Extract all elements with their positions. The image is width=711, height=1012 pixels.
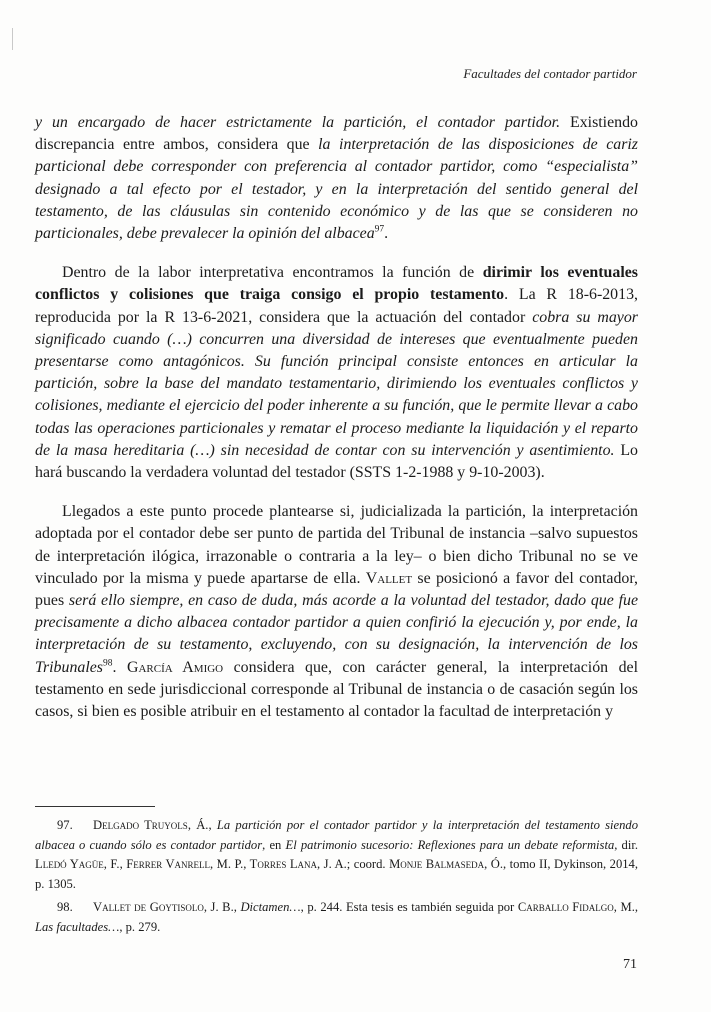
footnotes [35,816,638,942]
author-name: Vallet de Goytisolo, J. B. [93,900,234,915]
italic-quote: cobra su mayor significado cuando (…) concurren una diversidad de intereses que eventualmente pueden presentarse como antagónicos. Su función principal consiste entonces en articular la partición, sobre la base del mandato testamentario, dirimiendo los eventuales conflictos y colisiones, mediante el ejercicio del poder inherente a su función, que le permite llevar a cabo todas las operaciones particionales y rematar el proceso mediante la liquidación y el reparto de la masa hereditaria (…) sin necesidad de contar con su intervención y asentimiento. [35,308,638,459]
italic-quote: la interpretación de las disposiciones de cariz particional debe corresponder con preferencia al contador partidor, como “especialista” designado a tal efecto por el testador, y en la interpretación del sentido general del testamento, de las cláusulas sin contenido económico y de las que se consideren no particionales, debe prevalecer la opinión del albacea [35,136,638,243]
text-segment: , dir. [614,837,638,852]
author-name: Vallet [365,569,413,587]
main-text [35,112,638,723]
work-title: El patrimonio sucesorio: Reflexiones para un debate reformista [285,837,615,852]
footnote-ref-97[interactable]: 97 [374,224,385,235]
author-name: Lledó Yagüe, F., Ferrer Vanrell, M. P., Torres Lana, J. A. [35,857,347,872]
author-name: García Amigo [126,658,224,676]
text-segment: , p. 244. Esta tesis es también seguida por [300,900,518,915]
text-segment: Lo hará buscando la verdadera voluntad del testador (SSTS 1-2-1988 y 9-10-2003). [35,441,638,482]
running-header: Facultades del contador partidor [463,66,637,81]
italic-quote: será ello siempre, en caso de duda, más acorde a la voluntad del testador, dado que fue precisamente a dicho albacea contador partidor a quien confirió la ejecución y, por ende, la interpretación de su testamento, excluyendo, con su designación, la intervención de los Tribunales [35,592,638,676]
footnote-ref-98[interactable]: 98 [103,658,113,669]
author-name: Delgado Truyols, Á. [93,818,209,832]
footnote-number: 97. [57,818,73,832]
text-segment: , [208,818,217,832]
text-segment: Llegados a este punto procede plantearse si, judicializada la partición, la interpretación adoptada por el contador debe ser punto de partida del Tribunal de instancia –salvo supuestos de interpretación ilógica, irrazonable o contraria a la ley– o bien dicho Tribunal no se ve vinculado por la misma y puede apartarse de ella. [35,503,638,587]
italic-segment: y un encargado de hacer estrictamente la partición, el contador partidor. [35,114,561,131]
footnote-97 [35,816,638,894]
text-segment: , en [262,837,286,852]
page-number: 71 [623,957,637,972]
bold-phrase: dirimir los eventuales conflictos y colisiones que traiga consigo el propio testamento [35,264,638,304]
work-title: Dictamen… [240,900,301,915]
footnote-number: 98. [57,900,73,915]
text-segment: . [112,658,127,676]
text-segment: . La R 18-6-2013, reproducida por la R 13-6-2021, considera que la actuación del contador [35,286,638,326]
author-name: Carballo Fidalgo, M. [517,900,635,915]
author-name: Monje Balmaseda, Ó. [389,857,504,872]
footnote-separator [35,806,155,807]
text-segment: considera que, con carácter general, la interpretación del testamento en sede jurisdiccional corresponde al Tribunal de instancia o de casación según los casos, si bien es posible atribuir en el testamento al contador la facultad de interpretación y [35,658,638,721]
text-segment: Dentro de la labor interpretativa encontramos la función de [62,264,483,282]
text-segment: , tomo II, Dykinson, 2014, p. 1305. [35,857,638,891]
text-segment: ; coord. [346,857,390,872]
text-segment: , p. 279. [119,919,161,934]
work-title: Las facultades… [35,919,120,934]
text-segment: Existiendo discrepancia entre ambos, considera que [35,114,638,154]
footnote-98 [35,898,638,937]
paragraph-1 [35,112,638,245]
paragraph-3 [35,501,638,723]
paragraph-2 [35,262,638,484]
scan-gutter-mark [12,28,13,50]
work-title: La partición por el contador partidor y la interpretación del testamento siendo albacea o cuando sólo es contador partidor [35,818,639,852]
text-segment: , [233,900,241,915]
text-segment: . [384,225,389,243]
text-segment: , [634,900,639,915]
text-segment: se posicionó a favor del contador, pues [35,569,638,610]
